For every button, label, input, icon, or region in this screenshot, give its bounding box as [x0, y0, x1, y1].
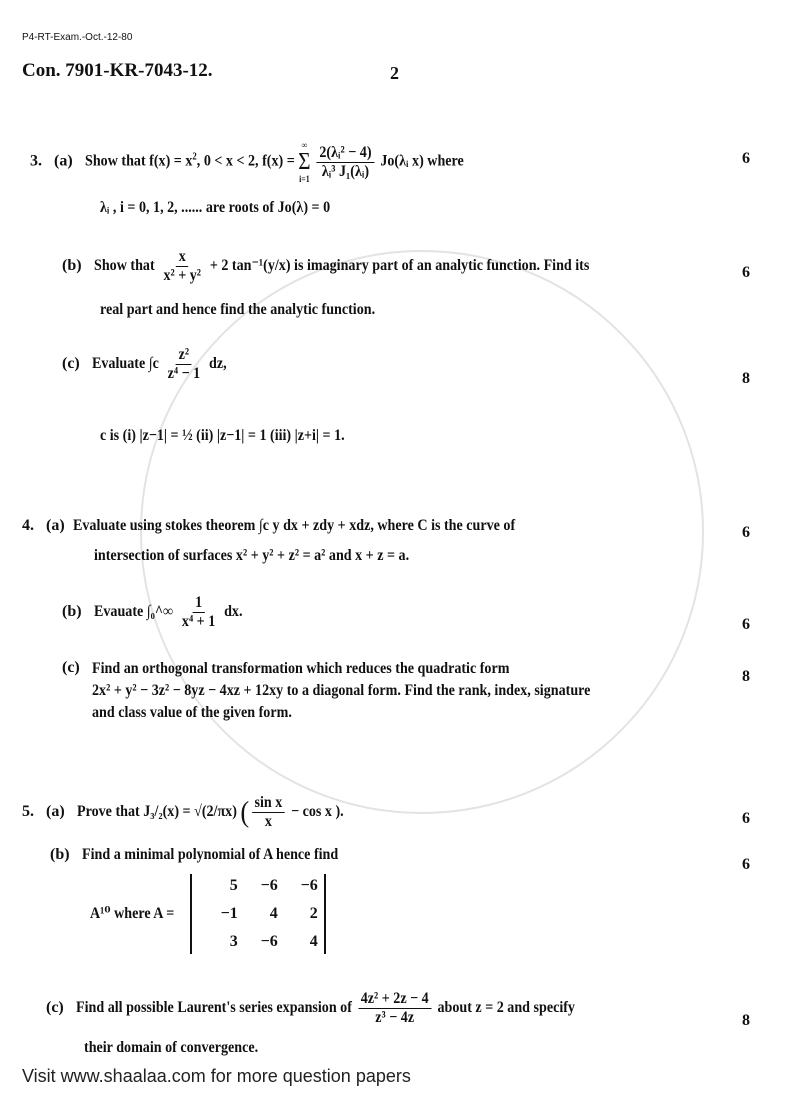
- marks: 6: [742, 264, 750, 281]
- q4-b: [62, 594, 262, 631]
- part-label: (b): [62, 257, 82, 275]
- q5-c: [46, 990, 643, 1027]
- numerator: 4z² + 2z − 4: [358, 990, 431, 1009]
- matrix-a: [190, 874, 326, 954]
- numerator: x: [176, 248, 188, 267]
- text: Evaluate using stokes theorem ∫c y dx + zdy + xdz, where C is the curve of: [72, 517, 515, 534]
- fraction: [316, 144, 373, 181]
- q3-a: 3. (a) Show that $f(x) = x^2$, 0 < x < 2, f(x) = ∞ Σ i=1 $\frac{\text{2(λᵢ² − 4)}}{\text{λᵢ³ J₁(λᵢ)}}$ Jo(λᵢ x) where: [30, 140, 464, 184]
- q4-a: [22, 516, 575, 536]
- q3-c: [62, 346, 245, 383]
- part-label: (b): [50, 846, 70, 863]
- question-number: 5.: [22, 803, 34, 821]
- marks: 6: [742, 810, 750, 827]
- exam-code: P4-RT-Exam.-Oct.-12-80: [22, 32, 133, 43]
- matrix-cell: 4: [269, 905, 278, 922]
- fraction: [160, 248, 203, 285]
- q3-b: [62, 248, 656, 285]
- fraction: [179, 594, 218, 631]
- part-label: (a): [54, 152, 73, 170]
- marks: 8: [742, 1012, 750, 1029]
- text: about z = 2 and specify: [437, 999, 575, 1017]
- summation: ∞ Σ i=1: [297, 140, 311, 184]
- matrix-cell: −6: [260, 933, 278, 950]
- denominator: x: [264, 813, 272, 830]
- numerator: 1: [192, 594, 204, 613]
- numerator: 2(λᵢ² − 4): [316, 144, 373, 163]
- q3-a-line2: λᵢ , i = 0, 1, 2, ...... are roots of Jo(λ) = 0: [100, 199, 331, 216]
- fraction: [165, 346, 203, 383]
- matrix-cell: −6: [260, 877, 278, 894]
- text: + 2 tan⁻¹(y/x): [209, 257, 291, 275]
- part-label: (a): [46, 517, 65, 534]
- sum-upper: ∞: [301, 140, 307, 150]
- marks: 8: [742, 370, 750, 387]
- marks: 6: [742, 856, 750, 873]
- q5-b: [50, 845, 373, 865]
- q5-a: 5. (a) Prove that J₃/₂(x) = √(2/πx) ( $\frac{\text{sin x}}{x}$ − cos x ).: [22, 794, 344, 830]
- marks: 6: [742, 616, 750, 633]
- text: is imaginary part of an analytic function. Find its: [293, 257, 589, 275]
- matrix-cell: −6: [300, 877, 318, 894]
- matrix-cell: −1: [220, 905, 238, 922]
- footer-link[interactable]: Visit www.shaalaa.com for more question papers: [22, 1066, 411, 1086]
- marks: 6: [742, 150, 750, 167]
- matrix-cell: 4: [309, 933, 318, 950]
- matrix-cell: 3: [229, 933, 238, 950]
- text: dx.: [223, 603, 243, 621]
- text: , 0 < x < 2, f(x) =: [196, 152, 295, 170]
- text: Evauate ∫₀^∞: [93, 603, 173, 621]
- q4-c: [92, 658, 590, 724]
- text: Jo(λᵢ x) where: [379, 152, 464, 170]
- text: dz,: [208, 355, 227, 373]
- page-number: 2: [390, 63, 399, 83]
- q4-c-label: (c): [62, 659, 80, 676]
- text: Show that f(x) = x: [84, 152, 193, 170]
- q4-a-line2: intersection of surfaces x² + y² + z² = a² and x + z = a.: [94, 547, 410, 564]
- fraction: [358, 990, 431, 1027]
- text: Evaluate ∫c: [91, 355, 159, 373]
- denominator: λᵢ³ J₁(λᵢ): [321, 162, 369, 180]
- sum-lower: i=1: [298, 174, 310, 184]
- text: 2x² + y² − 3z² − 8yz − 4xz + 12xy to a diagonal form. Find the rank, index, signature: [92, 682, 591, 699]
- text: and class value of the given form.: [92, 704, 292, 721]
- part-label: (c): [62, 355, 80, 373]
- matrix-cell: 5: [229, 877, 238, 894]
- denominator: z³ − 4z: [375, 1009, 414, 1026]
- part-label: (a): [46, 803, 65, 821]
- text: − cos x ).: [290, 803, 344, 821]
- question-number: 3.: [30, 152, 42, 170]
- fraction: [252, 794, 285, 831]
- q3-c-line2: c is (i) |z−1| = ½ (ii) |z−1| = 1 (iii) |z+i| = 1.: [100, 427, 345, 444]
- denominator: z⁴ − 1: [167, 365, 200, 382]
- matrix-expression: [90, 874, 326, 954]
- text: A¹⁰ where A =: [90, 905, 175, 922]
- matrix-cell: 2: [309, 905, 318, 922]
- question-number: 4.: [22, 517, 34, 534]
- part-label: (b): [62, 603, 82, 621]
- marks: 6: [742, 524, 750, 541]
- denominator: x² + y²: [163, 267, 201, 284]
- q5-c-line2: their domain of convergence.: [84, 1039, 259, 1056]
- text: Find a minimal polynomial of A hence find: [81, 846, 338, 863]
- text: Find all possible Laurent's series expansion of: [75, 999, 352, 1017]
- numerator: z²: [176, 346, 192, 365]
- text: Find an orthogonal transformation which reduces the quadratic form: [92, 660, 510, 677]
- text: Show that: [93, 257, 155, 275]
- marks: 8: [742, 668, 750, 685]
- q3-b-line2: real part and hence find the analytic function.: [100, 301, 376, 318]
- part-label: (c): [46, 999, 64, 1017]
- text: Prove that J₃/₂(x) = √(2/πx): [76, 803, 237, 821]
- denominator: x⁴ + 1: [181, 613, 215, 630]
- numerator: sin x: [252, 794, 285, 813]
- paper-code: Con. 7901-KR-7043-12.: [22, 60, 213, 81]
